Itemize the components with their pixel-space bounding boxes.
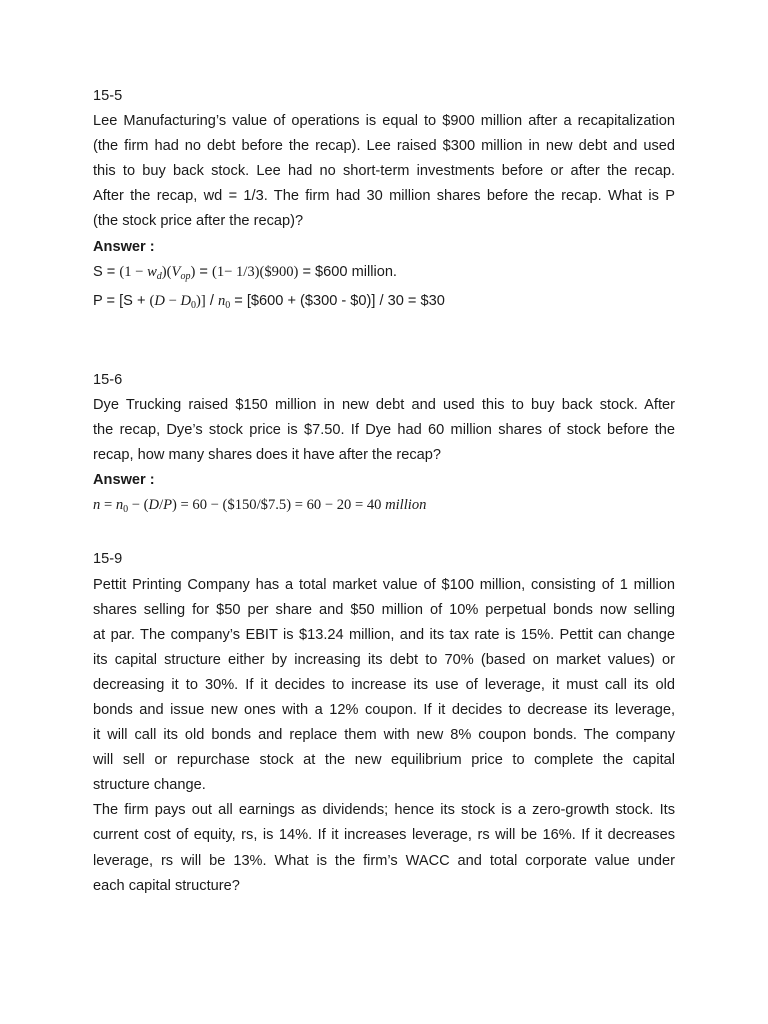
problem-text-line: each capital structure? (93, 877, 240, 894)
problem-text-line: decreasing it to 30%. If it decides to increase its use of leverage, it must call its old (93, 676, 675, 693)
spacer (93, 522, 675, 547)
problem-text-line: Pettit Printing Company has a total market value of $100 million, consisting of 1 million (93, 576, 675, 593)
answer-label: Answer : (93, 472, 155, 489)
eq-subscript: op (180, 270, 191, 282)
problem-text-line: After the recap, wd = 1/3. The firm had 30 million shares before the recap. What is P (93, 188, 675, 205)
problem-text-line: current cost of equity, rs, is 14%. If it increases leverage, rs will be 16%. If it decreases (93, 827, 675, 844)
problem-text-line: Lee Manufacturing’s value of operations is equal to $900 million after a recapitalization (93, 113, 675, 130)
eq-var-d: D (148, 497, 160, 514)
eq-math: ) = 60 − ($150/$7.5) = 60 − 20 = 40 (172, 497, 386, 514)
eq-var-v: V (171, 263, 181, 280)
problem-text-line: Dye Trucking raised $150 million in new debt and used this to buy back stock. After (93, 396, 675, 413)
eq-math: )( (161, 263, 172, 280)
document-page (93, 84, 675, 899)
eq-subscript: 0 (225, 299, 231, 311)
problem-number: 15-9 (93, 551, 123, 568)
eq-math: = (100, 497, 116, 514)
eq-var-n0: n (115, 497, 124, 514)
eq-var-p: P (163, 497, 173, 514)
eq-text: = (195, 263, 212, 280)
eq-var-d0: D (180, 292, 192, 309)
eq-math: (1− 1/3)($900) (211, 263, 299, 280)
eq-unit: million (385, 497, 427, 514)
problem-number: 15-6 (93, 371, 123, 388)
problem-text-line: structure change. (93, 777, 206, 794)
problem-15-9 (93, 547, 675, 898)
eq-text: = [$600 + ($300 - $0)] / 30 = $30 (230, 292, 445, 309)
eq-math: / (159, 497, 164, 514)
problem-15-5 (93, 84, 675, 318)
eq-math: − (164, 292, 181, 309)
problem-text-line: (the stock price after the recap)? (93, 213, 304, 230)
problem-15-6 (93, 368, 675, 523)
equation-shares (93, 493, 675, 522)
equation-price (93, 289, 675, 318)
problem-text-line: shares selling for $50 per share and $50 million of 10% perpetual bonds now selling (93, 601, 675, 618)
problem-text-line: the recap, Dye’s stock price is $7.50. If Dye had 60 million shares of stock before the (93, 422, 675, 439)
eq-var-n: n (217, 292, 226, 309)
spacer (93, 318, 675, 368)
problem-text-line: (the firm had no debt before the recap). Lee raised $300 million in new debt and used (93, 138, 675, 155)
problem-text-line: this to buy back stock. Lee had no short-term investments before or after the recap. (93, 163, 675, 180)
problem-number: 15-5 (93, 88, 123, 104)
problem-text-line: The firm pays out all earnings as dividends; hence its stock is a zero-growth stock. Its (93, 802, 675, 819)
eq-var-d: D (154, 292, 165, 309)
answer-label: Answer : (93, 238, 155, 255)
problem-text-line: it will call its old bonds and replace them with new 8% coupon bonds. The company (93, 727, 675, 744)
eq-math: − ( (128, 497, 149, 514)
eq-text: / (205, 292, 218, 309)
equation-stock-value (93, 260, 675, 289)
eq-math: )] (196, 292, 206, 309)
problem-text-line: its capital structure either by increasing its debt to 70% (based on market values) or (93, 651, 675, 668)
eq-subscript: d (156, 270, 162, 282)
eq-text: S = (93, 263, 120, 280)
problem-text-line: will sell or repurchase stock at the new equilibrium price to complete the capital (93, 752, 675, 769)
problem-text-line: at par. The company’s EBIT is $13.24 million, and its tax rate is 15%. Pettit can change (93, 626, 675, 643)
eq-math: (1 − (119, 263, 148, 280)
eq-var-n: n (93, 497, 101, 514)
eq-subscript: 0 (123, 504, 129, 516)
problem-text-line: bonds and issue new ones with a 12% coupon. If it decides to decrease its leverage, (93, 701, 675, 718)
problem-text-line: recap, how many shares does it have after the recap? (93, 447, 442, 464)
eq-math: ( (149, 292, 155, 309)
problem-text-line: leverage, rs will be 13%. What is the firm’s WACC and total corporate value under (93, 852, 675, 869)
eq-text: P = [S + (93, 292, 150, 309)
eq-math: ) (190, 263, 196, 280)
eq-subscript: 0 (191, 299, 197, 311)
eq-var-w: w (147, 263, 157, 280)
eq-text: = $600 million. (298, 263, 397, 280)
